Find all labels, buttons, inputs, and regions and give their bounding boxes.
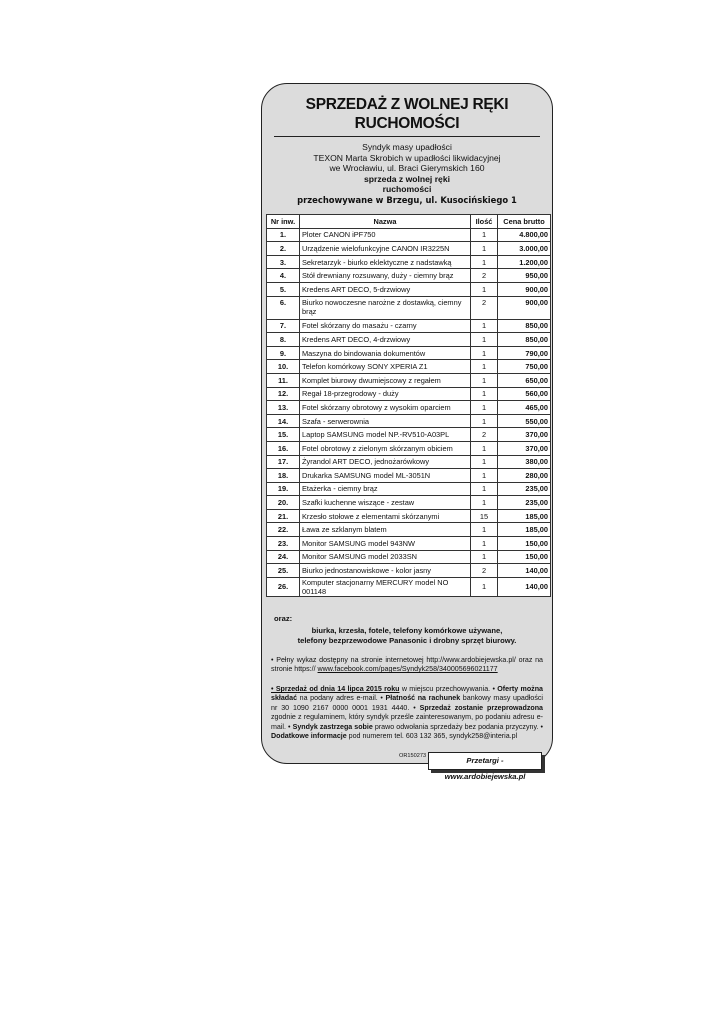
cell-qty: 1 [471,282,498,296]
table-row [267,360,551,374]
table-row [267,550,551,564]
cell-price: 370,00 [498,428,551,442]
cell-qty: 1 [471,333,498,347]
cell-name: Krzesło stołowe z elementami skórzanymi [300,509,471,523]
table-row [267,496,551,510]
header-price: Cena brutto [498,215,551,229]
cell-nr: 9. [267,346,300,360]
cell-price: 140,00 [498,564,551,578]
cell-price: 235,00 [498,482,551,496]
cell-name: Żyrandol ART DECO, jednożarówkowy [300,455,471,469]
table-header-row [267,215,551,229]
cell-qty: 1 [471,550,498,564]
cell-qty: 1 [471,319,498,333]
info-terms [271,685,543,741]
cell-price: 1.200,00 [498,255,551,269]
table-row [267,255,551,269]
intro-line1: Syndyk masy upadłości [362,142,452,152]
cell-qty: 2 [471,296,498,319]
cell-price: 140,00 [498,577,551,596]
table-row [267,482,551,496]
cell-qty: 1 [471,577,498,596]
cell-price: 850,00 [498,333,551,347]
cell-name: Regał 18-przegrodowy - duży [300,387,471,401]
cell-price: 4.800,00 [498,228,551,242]
cell-price: 465,00 [498,401,551,415]
procedure-rest: zgodnie z regulaminem, który syndyk prześle zainteresowanym, po podaniu adresu e-mail. • [271,713,543,731]
header-name: Nazwa [300,215,471,229]
reservation-rest: prawo odwołania sprzedaży bez podania przyczyny. • [372,722,543,731]
cell-nr: 16. [267,441,300,455]
cell-price: 550,00 [498,414,551,428]
payment-label: Płatność na rachunek [385,694,461,703]
source-stamp: Przetargi - www.ardobiejewska.pl [428,752,542,770]
cell-price: 150,00 [498,550,551,564]
cell-price: 380,00 [498,455,551,469]
cell-qty: 2 [471,428,498,442]
table-row [267,269,551,283]
ad-title-line1: SPRZEDAŻ Z WOLNEJ RĘKI [305,96,509,113]
cell-price: 790,00 [498,346,551,360]
sale-date-rest: w miejscu przechowywania. • [399,685,498,693]
extra-label: oraz: [274,614,293,623]
info-website-text: • Pełny wykaz dostępny na stronie internetowej http://www.ardobiejewska.pl/ oraz na stronie https:// [271,656,543,674]
cell-name: Fotel skórzany do masażu - czarny [300,319,471,333]
intro-line6: przechowywane w Brzegu, ul. Kusocińskiego 1 [297,194,517,205]
reference-code: OR150273 [399,753,427,759]
table-row [267,455,551,469]
facebook-link[interactable]: www.facebook.com/pages/Syndyk258/340005696021177 [317,665,498,674]
cell-price: 750,00 [498,360,551,374]
table-row [267,577,551,596]
intro-line4: sprzeda z wolnej ręki [364,173,450,184]
cell-nr: 23. [267,537,300,551]
cell-nr: 6. [267,296,300,319]
header-nr: Nr inw. [267,215,300,229]
table-row [267,523,551,537]
table-row [267,346,551,360]
cell-price: 560,00 [498,387,551,401]
intro-line2: TEXON Marta Skrobich w upadłości likwidacyjnej [313,152,501,163]
cell-name: Etażerka - ciemny brąz [300,482,471,496]
table-row [267,228,551,242]
cell-price: 280,00 [498,469,551,483]
cell-name: Kredens ART DECO, 4-drzwiowy [300,333,471,347]
cell-price: 650,00 [498,373,551,387]
cell-name: Komputer stacjonarny MERCURY model NO 001148 [300,577,471,596]
cell-price: 185,00 [498,509,551,523]
table-row [267,242,551,256]
ad-title-line2: RUCHOMOŚCI [354,115,460,132]
cell-nr: 12. [267,387,300,401]
cell-nr: 3. [267,255,300,269]
cell-nr: 22. [267,523,300,537]
table-row [267,537,551,551]
cell-qty: 1 [471,346,498,360]
cell-name: Kredens ART DECO, 5-drzwiowy [300,282,471,296]
cell-name: Stół drewniany rozsuwany, duży - ciemny brąz [300,269,471,283]
table-row [267,296,551,319]
cell-name: Urządzenie wielofunkcyjne CANON IR3225N [300,242,471,256]
cell-qty: 1 [471,414,498,428]
cell-qty: 2 [471,564,498,578]
table-row [267,509,551,523]
table-row [267,414,551,428]
cell-qty: 1 [471,360,498,374]
offers-rest: na podany adres e-mail. • [297,694,386,703]
cell-nr: 14. [267,414,300,428]
cell-qty: 1 [471,469,498,483]
cell-qty: 1 [471,242,498,256]
cell-price: 900,00 [498,296,551,319]
cell-nr: 19. [267,482,300,496]
cell-name: Telefon komórkowy SONY XPERIA Z1 [300,360,471,374]
intro-line3: we Wrocławiu, ul. Braci Gierymskich 160 [329,163,485,174]
info-website [271,656,543,675]
table-row [267,564,551,578]
cell-price: 235,00 [498,496,551,510]
cell-price: 950,00 [498,269,551,283]
contact-rest: pod numerem tel. 603 132 365, syndyk258@interia.pl [346,732,518,741]
table-row [267,333,551,347]
offers-label: Oferty można składać [271,685,543,703]
title-divider [274,136,540,137]
intro-line5: ruchomości [382,184,432,195]
cell-qty: 1 [471,401,498,415]
sale-date: • Sprzedaż od dnia 14 lipca 2015 roku [271,685,400,693]
cell-price: 900,00 [498,282,551,296]
cell-name: Fotel obrotowy z zielonym skórzanym obiciem [300,441,471,455]
cell-nr: 7. [267,319,300,333]
cell-nr: 24. [267,550,300,564]
cell-nr: 11. [267,373,300,387]
table-row [267,441,551,455]
ad-intro [262,142,552,206]
cell-price: 185,00 [498,523,551,537]
table-row [267,469,551,483]
cell-qty: 1 [471,523,498,537]
cell-name: Maszyna do bindowania dokumentów [300,346,471,360]
cell-qty: 1 [471,228,498,242]
cell-nr: 1. [267,228,300,242]
cell-name: Drukarka SAMSUNG model ML-3051N [300,469,471,483]
cell-qty: 1 [471,496,498,510]
cell-name: Monitor SAMSUNG model 2033SN [300,550,471,564]
cell-qty: 1 [471,387,498,401]
cell-price: 850,00 [498,319,551,333]
cell-qty: 1 [471,455,498,469]
cell-name: Ploter CANON iPF750 [300,228,471,242]
cell-nr: 20. [267,496,300,510]
cell-qty: 1 [471,255,498,269]
cell-qty: 1 [471,537,498,551]
cell-name: Sekretarzyk - biurko eklektyczne z nadstawką [300,255,471,269]
cell-nr: 18. [267,469,300,483]
cell-nr: 17. [267,455,300,469]
cell-nr: 15. [267,428,300,442]
cell-name: Biurko jednostanowiskowe - kolor jasny [300,564,471,578]
cell-nr: 10. [267,360,300,374]
table-row [267,401,551,415]
extra-line1: biurka, krzesła, fotele, telefony komórkowe używane, [311,626,503,635]
table-row [267,373,551,387]
cell-name: Ława ze szklanym blatem [300,523,471,537]
cell-price: 150,00 [498,537,551,551]
cell-nr: 26. [267,577,300,596]
payment-rest: bankowy masy upadłości nr 30 1090 2167 0000 0001 1931 4440. • [271,694,543,712]
table-row [267,319,551,333]
contact-label: Dodatkowe informacje [271,732,347,741]
advertisement-box [261,83,553,764]
cell-nr: 2. [267,242,300,256]
ad-title [262,95,552,133]
cell-nr: 8. [267,333,300,347]
cell-name: Szafki kuchenne wiszące - zestaw [300,496,471,510]
items-table [266,214,551,597]
cell-qty: 15 [471,509,498,523]
cell-name: Szafa - serwerownia [300,414,471,428]
cell-qty: 1 [471,441,498,455]
cell-nr: 25. [267,564,300,578]
reservation-label: Syndyk zastrzega sobie [292,722,373,731]
cell-qty: 1 [471,373,498,387]
cell-nr: 21. [267,509,300,523]
procedure-label: Sprzedaż zostanie przeprowadzona [419,703,543,712]
extra-items [262,626,552,646]
table-row [267,428,551,442]
cell-qty: 2 [471,269,498,283]
cell-name: Fotel skórzany obrotowy z wysokim oparciem [300,401,471,415]
cell-price: 370,00 [498,441,551,455]
table-row [267,282,551,296]
cell-name: Komplet biurowy dwumiejscowy z regałem [300,373,471,387]
extra-line2: telefony bezprzewodowe Panasonic i drobny sprzęt biurowy. [297,636,517,645]
cell-name: Monitor SAMSUNG model 943NW [300,537,471,551]
cell-nr: 13. [267,401,300,415]
header-qty: Ilość [471,215,498,229]
cell-nr: 5. [267,282,300,296]
table-row [267,387,551,401]
cell-name: Biurko nowoczesne narożne z dostawką, ciemny brąz [300,296,471,319]
cell-qty: 1 [471,482,498,496]
cell-name: Laptop SAMSUNG model NP.-RV510-A03PL [300,428,471,442]
cell-nr: 4. [267,269,300,283]
cell-price: 3.000,00 [498,242,551,256]
